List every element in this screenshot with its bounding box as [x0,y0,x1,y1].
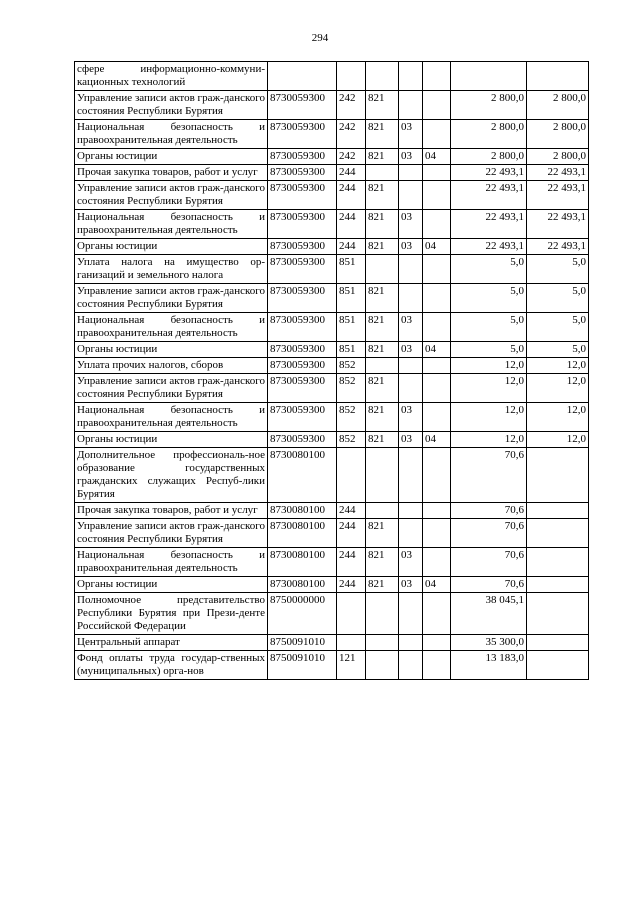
subsection-code-cell: 04 [423,239,451,255]
target-article-code-cell: 8730080100 [268,503,337,519]
amount-year1-cell: 70,6 [451,503,527,519]
section-code-cell [399,255,423,284]
amount-year2-cell: 2 800,0 [527,149,589,165]
amount-year2-cell: 22 493,1 [527,181,589,210]
target-article-code-cell: 8730059300 [268,313,337,342]
item-name-cell: Органы юстиции [75,342,268,358]
subsection-code-cell: 04 [423,432,451,448]
target-article-code-cell: 8750091010 [268,651,337,680]
amount-year1-cell: 12,0 [451,358,527,374]
expense-type-code-cell: 121 [337,651,366,680]
subsection-code-cell [423,62,451,91]
target-article-code-cell [268,62,337,91]
amount-year1-cell: 12,0 [451,432,527,448]
amount-year1-cell: 22 493,1 [451,210,527,239]
item-name-cell: Органы юстиции [75,149,268,165]
expense-type-code-cell: 851 [337,255,366,284]
expense-type-code-cell: 244 [337,519,366,548]
subsection-code-cell [423,593,451,635]
target-article-code-cell: 8730080100 [268,448,337,503]
table-row [75,149,589,165]
amount-year1-cell: 5,0 [451,255,527,284]
table-row [75,432,589,448]
item-name-cell: Национальная безопасность и правоохранительная деятельность [75,313,268,342]
section-code-cell: 03 [399,149,423,165]
expense-type-code-cell: 852 [337,374,366,403]
amount-year1-cell: 5,0 [451,313,527,342]
section-code-cell: 03 [399,577,423,593]
administrator-code-cell: 821 [366,120,399,149]
budget-table-body [75,62,589,680]
amount-year2-cell: 12,0 [527,432,589,448]
subsection-code-cell [423,403,451,432]
amount-year1-cell: 12,0 [451,374,527,403]
administrator-code-cell: 821 [366,519,399,548]
item-name-cell: Национальная безопасность и правоохранительная деятельность [75,210,268,239]
table-row [75,181,589,210]
section-code-cell [399,593,423,635]
amount-year1-cell: 13 183,0 [451,651,527,680]
target-article-code-cell: 8730059300 [268,120,337,149]
expense-type-code-cell [337,62,366,91]
section-code-cell [399,62,423,91]
amount-year1-cell: 70,6 [451,519,527,548]
item-name-cell: Управление записи актов граж-данского состояния Республики Бурятия [75,284,268,313]
target-article-code-cell: 8730059300 [268,342,337,358]
amount-year1-cell: 70,6 [451,448,527,503]
subsection-code-cell: 04 [423,342,451,358]
section-code-cell: 03 [399,239,423,255]
expense-type-code-cell: 852 [337,432,366,448]
amount-year2-cell: 5,0 [527,342,589,358]
section-code-cell [399,448,423,503]
amount-year1-cell: 12,0 [451,403,527,432]
target-article-code-cell: 8730059300 [268,181,337,210]
amount-year2-cell: 12,0 [527,374,589,403]
item-name-cell: Центральный аппарат [75,635,268,651]
expense-type-code-cell: 244 [337,239,366,255]
administrator-code-cell: 821 [366,149,399,165]
amount-year1-cell: 22 493,1 [451,181,527,210]
administrator-code-cell: 821 [366,432,399,448]
section-code-cell [399,91,423,120]
amount-year1-cell: 70,6 [451,548,527,577]
subsection-code-cell [423,519,451,548]
section-code-cell [399,519,423,548]
table-row [75,210,589,239]
expense-type-code-cell: 851 [337,342,366,358]
subsection-code-cell [423,548,451,577]
target-article-code-cell: 8750000000 [268,593,337,635]
expense-type-code-cell: 852 [337,358,366,374]
administrator-code-cell: 821 [366,403,399,432]
subsection-code-cell [423,181,451,210]
expense-type-code-cell: 242 [337,120,366,149]
item-name-cell: Национальная безопасность и правоохранительная деятельность [75,120,268,149]
item-name-cell: Уплата прочих налогов, сборов [75,358,268,374]
section-code-cell [399,374,423,403]
amount-year2-cell [527,651,589,680]
table-row [75,358,589,374]
table-row [75,651,589,680]
table-row [75,120,589,149]
amount-year1-cell: 35 300,0 [451,635,527,651]
administrator-code-cell: 821 [366,210,399,239]
table-row [75,239,589,255]
table-row [75,503,589,519]
amount-year2-cell [527,519,589,548]
section-code-cell: 03 [399,210,423,239]
section-code-cell: 03 [399,120,423,149]
table-row [75,548,589,577]
target-article-code-cell: 8730059300 [268,255,337,284]
table-row [75,342,589,358]
administrator-code-cell: 821 [366,284,399,313]
item-name-cell: Органы юстиции [75,577,268,593]
subsection-code-cell [423,165,451,181]
table-row [75,519,589,548]
amount-year2-cell: 5,0 [527,313,589,342]
expense-type-code-cell: 851 [337,284,366,313]
amount-year2-cell [527,503,589,519]
target-article-code-cell: 8730059300 [268,374,337,403]
target-article-code-cell: 8730059300 [268,358,337,374]
item-name-cell: Прочая закупка товаров, работ и услуг [75,165,268,181]
section-code-cell [399,651,423,680]
table-row [75,91,589,120]
item-name-cell: Органы юстиции [75,239,268,255]
target-article-code-cell: 8730059300 [268,165,337,181]
amount-year2-cell: 2 800,0 [527,120,589,149]
subsection-code-cell [423,91,451,120]
amount-year1-cell: 2 800,0 [451,91,527,120]
target-article-code-cell: 8730080100 [268,519,337,548]
amount-year1-cell [451,62,527,91]
budget-table [74,61,589,680]
item-name-cell: Дополнительное профессиональ-ное образование государственных гражданских служащих Респуб-лики Бурятия [75,448,268,503]
table-row [75,448,589,503]
amount-year1-cell: 38 045,1 [451,593,527,635]
amount-year1-cell: 22 493,1 [451,165,527,181]
amount-year1-cell: 2 800,0 [451,120,527,149]
amount-year2-cell: 12,0 [527,358,589,374]
item-name-cell: Управление записи актов граж-данского состояния Республики Бурятия [75,374,268,403]
target-article-code-cell: 8730080100 [268,548,337,577]
subsection-code-cell [423,284,451,313]
subsection-code-cell [423,374,451,403]
amount-year1-cell: 5,0 [451,342,527,358]
administrator-code-cell [366,593,399,635]
administrator-code-cell [366,503,399,519]
amount-year1-cell: 2 800,0 [451,149,527,165]
target-article-code-cell: 8730080100 [268,577,337,593]
target-article-code-cell: 8730059300 [268,239,337,255]
amount-year2-cell: 22 493,1 [527,210,589,239]
target-article-code-cell: 8730059300 [268,432,337,448]
item-name-cell: Полномочное представительство Республики Бурятия при Прези-денте Российской Федерации [75,593,268,635]
table-row [75,284,589,313]
target-article-code-cell: 8750091010 [268,635,337,651]
subsection-code-cell: 04 [423,577,451,593]
item-name-cell: Уплата налога на имущество ор-ганизаций и земельного налога [75,255,268,284]
item-name-cell: Национальная безопасность и правоохранительная деятельность [75,403,268,432]
section-code-cell: 03 [399,548,423,577]
administrator-code-cell: 821 [366,577,399,593]
administrator-code-cell: 821 [366,239,399,255]
amount-year1-cell: 22 493,1 [451,239,527,255]
subsection-code-cell [423,255,451,284]
expense-type-code-cell: 244 [337,210,366,239]
amount-year2-cell [527,577,589,593]
administrator-code-cell: 821 [366,181,399,210]
expense-type-code-cell: 244 [337,577,366,593]
subsection-code-cell: 04 [423,149,451,165]
item-name-cell: Органы юстиции [75,432,268,448]
item-name-cell: Национальная безопасность и правоохранительная деятельность [75,548,268,577]
amount-year2-cell [527,593,589,635]
amount-year2-cell [527,62,589,91]
administrator-code-cell [366,165,399,181]
expense-type-code-cell [337,448,366,503]
expense-type-code-cell [337,593,366,635]
amount-year2-cell: 5,0 [527,255,589,284]
section-code-cell: 03 [399,403,423,432]
target-article-code-cell: 8730059300 [268,91,337,120]
subsection-code-cell [423,358,451,374]
table-row [75,374,589,403]
section-code-cell [399,503,423,519]
expense-type-code-cell: 242 [337,91,366,120]
section-code-cell: 03 [399,342,423,358]
amount-year2-cell: 12,0 [527,403,589,432]
subsection-code-cell [423,503,451,519]
page-number: 294 [311,32,329,44]
subsection-code-cell [423,651,451,680]
administrator-code-cell [366,651,399,680]
subsection-code-cell [423,210,451,239]
expense-type-code-cell: 244 [337,181,366,210]
administrator-code-cell: 821 [366,313,399,342]
amount-year1-cell: 5,0 [451,284,527,313]
target-article-code-cell: 8730059300 [268,403,337,432]
administrator-code-cell [366,255,399,284]
section-code-cell: 03 [399,432,423,448]
subsection-code-cell [423,120,451,149]
table-row [75,635,589,651]
section-code-cell [399,635,423,651]
table-row [75,313,589,342]
expense-type-code-cell: 244 [337,548,366,577]
subsection-code-cell [423,635,451,651]
table-row [75,165,589,181]
amount-year2-cell: 22 493,1 [527,239,589,255]
administrator-code-cell [366,448,399,503]
item-name-cell: Управление записи актов граж-данского состояния Республики Бурятия [75,519,268,548]
subsection-code-cell [423,448,451,503]
amount-year2-cell [527,635,589,651]
administrator-code-cell [366,635,399,651]
section-code-cell [399,181,423,210]
administrator-code-cell: 821 [366,342,399,358]
administrator-code-cell [366,62,399,91]
item-name-cell: Прочая закупка товаров, работ и услуг [75,503,268,519]
amount-year2-cell [527,548,589,577]
expense-type-code-cell [337,635,366,651]
subsection-code-cell [423,313,451,342]
expense-type-code-cell: 242 [337,149,366,165]
target-article-code-cell: 8730059300 [268,210,337,239]
item-name-cell: Управление записи актов граж-данского состояния Республики Бурятия [75,91,268,120]
amount-year2-cell: 2 800,0 [527,91,589,120]
administrator-code-cell [366,358,399,374]
item-name-cell: сфере информационно-коммуни-кационных технологий [75,62,268,91]
expense-type-code-cell: 244 [337,503,366,519]
administrator-code-cell: 821 [366,548,399,577]
item-name-cell: Фонд оплаты труда государ-ственных (муниципальных) орга-нов [75,651,268,680]
section-code-cell [399,165,423,181]
expense-type-code-cell: 852 [337,403,366,432]
section-code-cell [399,358,423,374]
section-code-cell [399,284,423,313]
expense-type-code-cell: 851 [337,313,366,342]
amount-year1-cell: 70,6 [451,577,527,593]
table-row [75,62,589,91]
target-article-code-cell: 8730059300 [268,284,337,313]
table-row [75,593,589,635]
administrator-code-cell: 821 [366,91,399,120]
expense-type-code-cell: 244 [337,165,366,181]
table-row [75,403,589,432]
amount-year2-cell: 5,0 [527,284,589,313]
table-row [75,577,589,593]
amount-year2-cell [527,448,589,503]
item-name-cell: Управление записи актов граж-данского состояния Республики Бурятия [75,181,268,210]
table-row [75,255,589,284]
administrator-code-cell: 821 [366,374,399,403]
amount-year2-cell: 22 493,1 [527,165,589,181]
target-article-code-cell: 8730059300 [268,149,337,165]
section-code-cell: 03 [399,313,423,342]
